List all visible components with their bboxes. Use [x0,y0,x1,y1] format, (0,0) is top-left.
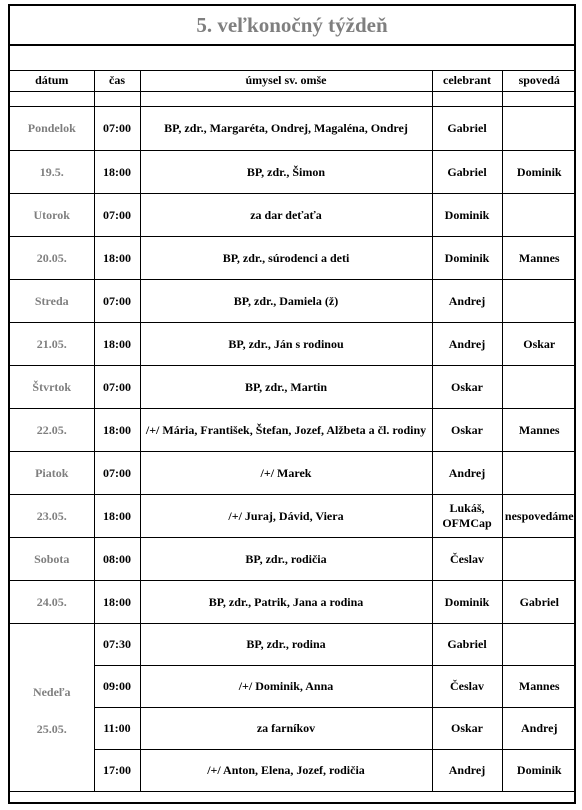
mass-time: 07:00 [94,107,140,151]
header-celebrant: celebrant [432,70,502,92]
mass-time: 18:00 [94,323,140,366]
mass-time: 18:00 [94,581,140,624]
mass-celebrant: Česlav [432,538,502,581]
spacer-cell [502,92,576,107]
mass-confessor [502,366,576,409]
spacer-cell [10,92,94,107]
mass-intention: BP, zdr., Ján s rodinou [140,323,432,366]
mass-confessor [502,107,576,151]
mass-celebrant: Gabriel [432,107,502,151]
mass-celebrant: Dominik [432,581,502,624]
mass-confessor [502,452,576,495]
mass-schedule-table [10,70,576,792]
day-date: 22.05. [10,409,94,452]
header-row [10,70,576,92]
spacer-row [10,92,576,107]
mass-confessor [502,280,576,323]
mass-time: 18:00 [94,409,140,452]
table-row [10,194,576,237]
day-date: 19.5. [10,151,94,194]
mass-intention: BP, zdr., rodičia [140,538,432,581]
mass-celebrant: Andrej [432,750,502,792]
spacer-row [10,44,574,71]
mass-celebrant: Andrej [432,452,502,495]
mass-intention: za farníkov [140,708,432,750]
mass-time: 17:00 [94,750,140,792]
day-name: Pondelok [10,107,94,151]
mass-time: 08:00 [94,538,140,581]
header-time: čas [94,70,140,92]
mass-time: 09:00 [94,666,140,708]
header-date: dátum [10,70,94,92]
day-name: Utorok [10,194,94,237]
day-name: Štvrtok [10,366,94,409]
mass-confessor: Mannes [502,409,576,452]
header-intention: úmysel sv. omše [140,70,432,92]
mass-celebrant: Dominik [432,194,502,237]
mass-intention: BP, zdr., Šimon [140,151,432,194]
day-name: Streda [10,280,94,323]
table-row [10,323,576,366]
mass-intention: BP, zdr., Patrik, Jana a rodina [140,581,432,624]
mass-time: 07:00 [94,194,140,237]
table-row [10,280,576,323]
mass-confessor [502,624,576,666]
mass-celebrant: Gabriel [432,624,502,666]
mass-confessor: nespovedáme [502,495,576,538]
table-row [10,409,576,452]
spacer-cell [432,92,502,107]
mass-confessor: Andrej [502,708,576,750]
table-row [10,708,576,750]
table-row [10,107,576,151]
mass-celebrant: Oskar [432,708,502,750]
mass-celebrant: Lukáš, OFMCap [432,495,502,538]
mass-time: 18:00 [94,237,140,280]
mass-celebrant: Česlav [432,666,502,708]
day-date: 25.05. [36,721,67,736]
mass-intention: /+/ Dominik, Anna [140,666,432,708]
table-row [10,452,576,495]
mass-confessor: Oskar [502,323,576,366]
page-title: 5. veľkonočný týždeň [10,6,574,46]
mass-intention: BP, zdr., Martin [140,366,432,409]
table-row [10,366,576,409]
mass-celebrant: Oskar [432,366,502,409]
day-date: 24.05. [10,581,94,624]
mass-celebrant: Dominik [432,237,502,280]
mass-confessor [502,538,576,581]
mass-intention: BP, zdr., súrodenci a deti [140,237,432,280]
mass-confessor: Dominik [502,151,576,194]
mass-celebrant: Andrej [432,323,502,366]
mass-celebrant: Gabriel [432,151,502,194]
day-name: Piatok [10,452,94,495]
table-row [10,581,576,624]
table-row [10,750,576,792]
mass-intention: BP, zdr., Margaréta, Ondrej, Magaléna, Ondrej [140,107,432,151]
mass-confessor: Mannes [502,666,576,708]
table-row [10,151,576,194]
table-row [10,495,576,538]
mass-time: 11:00 [94,708,140,750]
table-row [10,538,576,581]
mass-confessor [502,194,576,237]
mass-intention: /+/ Mária, František, Štefan, Jozef, Alžbeta a čl. rodiny [140,409,432,452]
mass-time: 07:00 [94,366,140,409]
mass-confessor: Gabriel [502,581,576,624]
day-name: Sobota [10,538,94,581]
day-date: 21.05. [10,323,94,366]
mass-time: 07:00 [94,452,140,495]
day-cell [10,624,94,792]
day-date: 23.05. [10,495,94,538]
table-row [10,624,576,666]
mass-time: 18:00 [94,495,140,538]
mass-confessor: Mannes [502,237,576,280]
mass-intention: /+/ Marek [140,452,432,495]
schedule-sheet [8,4,576,804]
schedule-body [10,70,576,792]
spacer-cell [140,92,432,107]
mass-time: 07:00 [94,280,140,323]
mass-time: 07:30 [94,624,140,666]
spacer-cell [94,92,140,107]
header-confession: spovedá [502,70,576,92]
mass-intention: za dar deťaťa [140,194,432,237]
mass-celebrant: Andrej [432,280,502,323]
table-row [10,666,576,708]
mass-intention: BP, zdr., rodina [140,624,432,666]
mass-confessor: Dominik [502,750,576,792]
mass-time: 18:00 [94,151,140,194]
mass-intention: BP, zdr., Damiela (ž) [140,280,432,323]
mass-celebrant: Oskar [432,409,502,452]
mass-intention: /+/ Juraj, Dávid, Viera [140,495,432,538]
mass-intention: /+/ Anton, Elena, Jozef, rodičia [140,750,432,792]
day-name: Nedeľa [32,684,71,699]
table-row [10,237,576,280]
day-date: 20.05. [10,237,94,280]
